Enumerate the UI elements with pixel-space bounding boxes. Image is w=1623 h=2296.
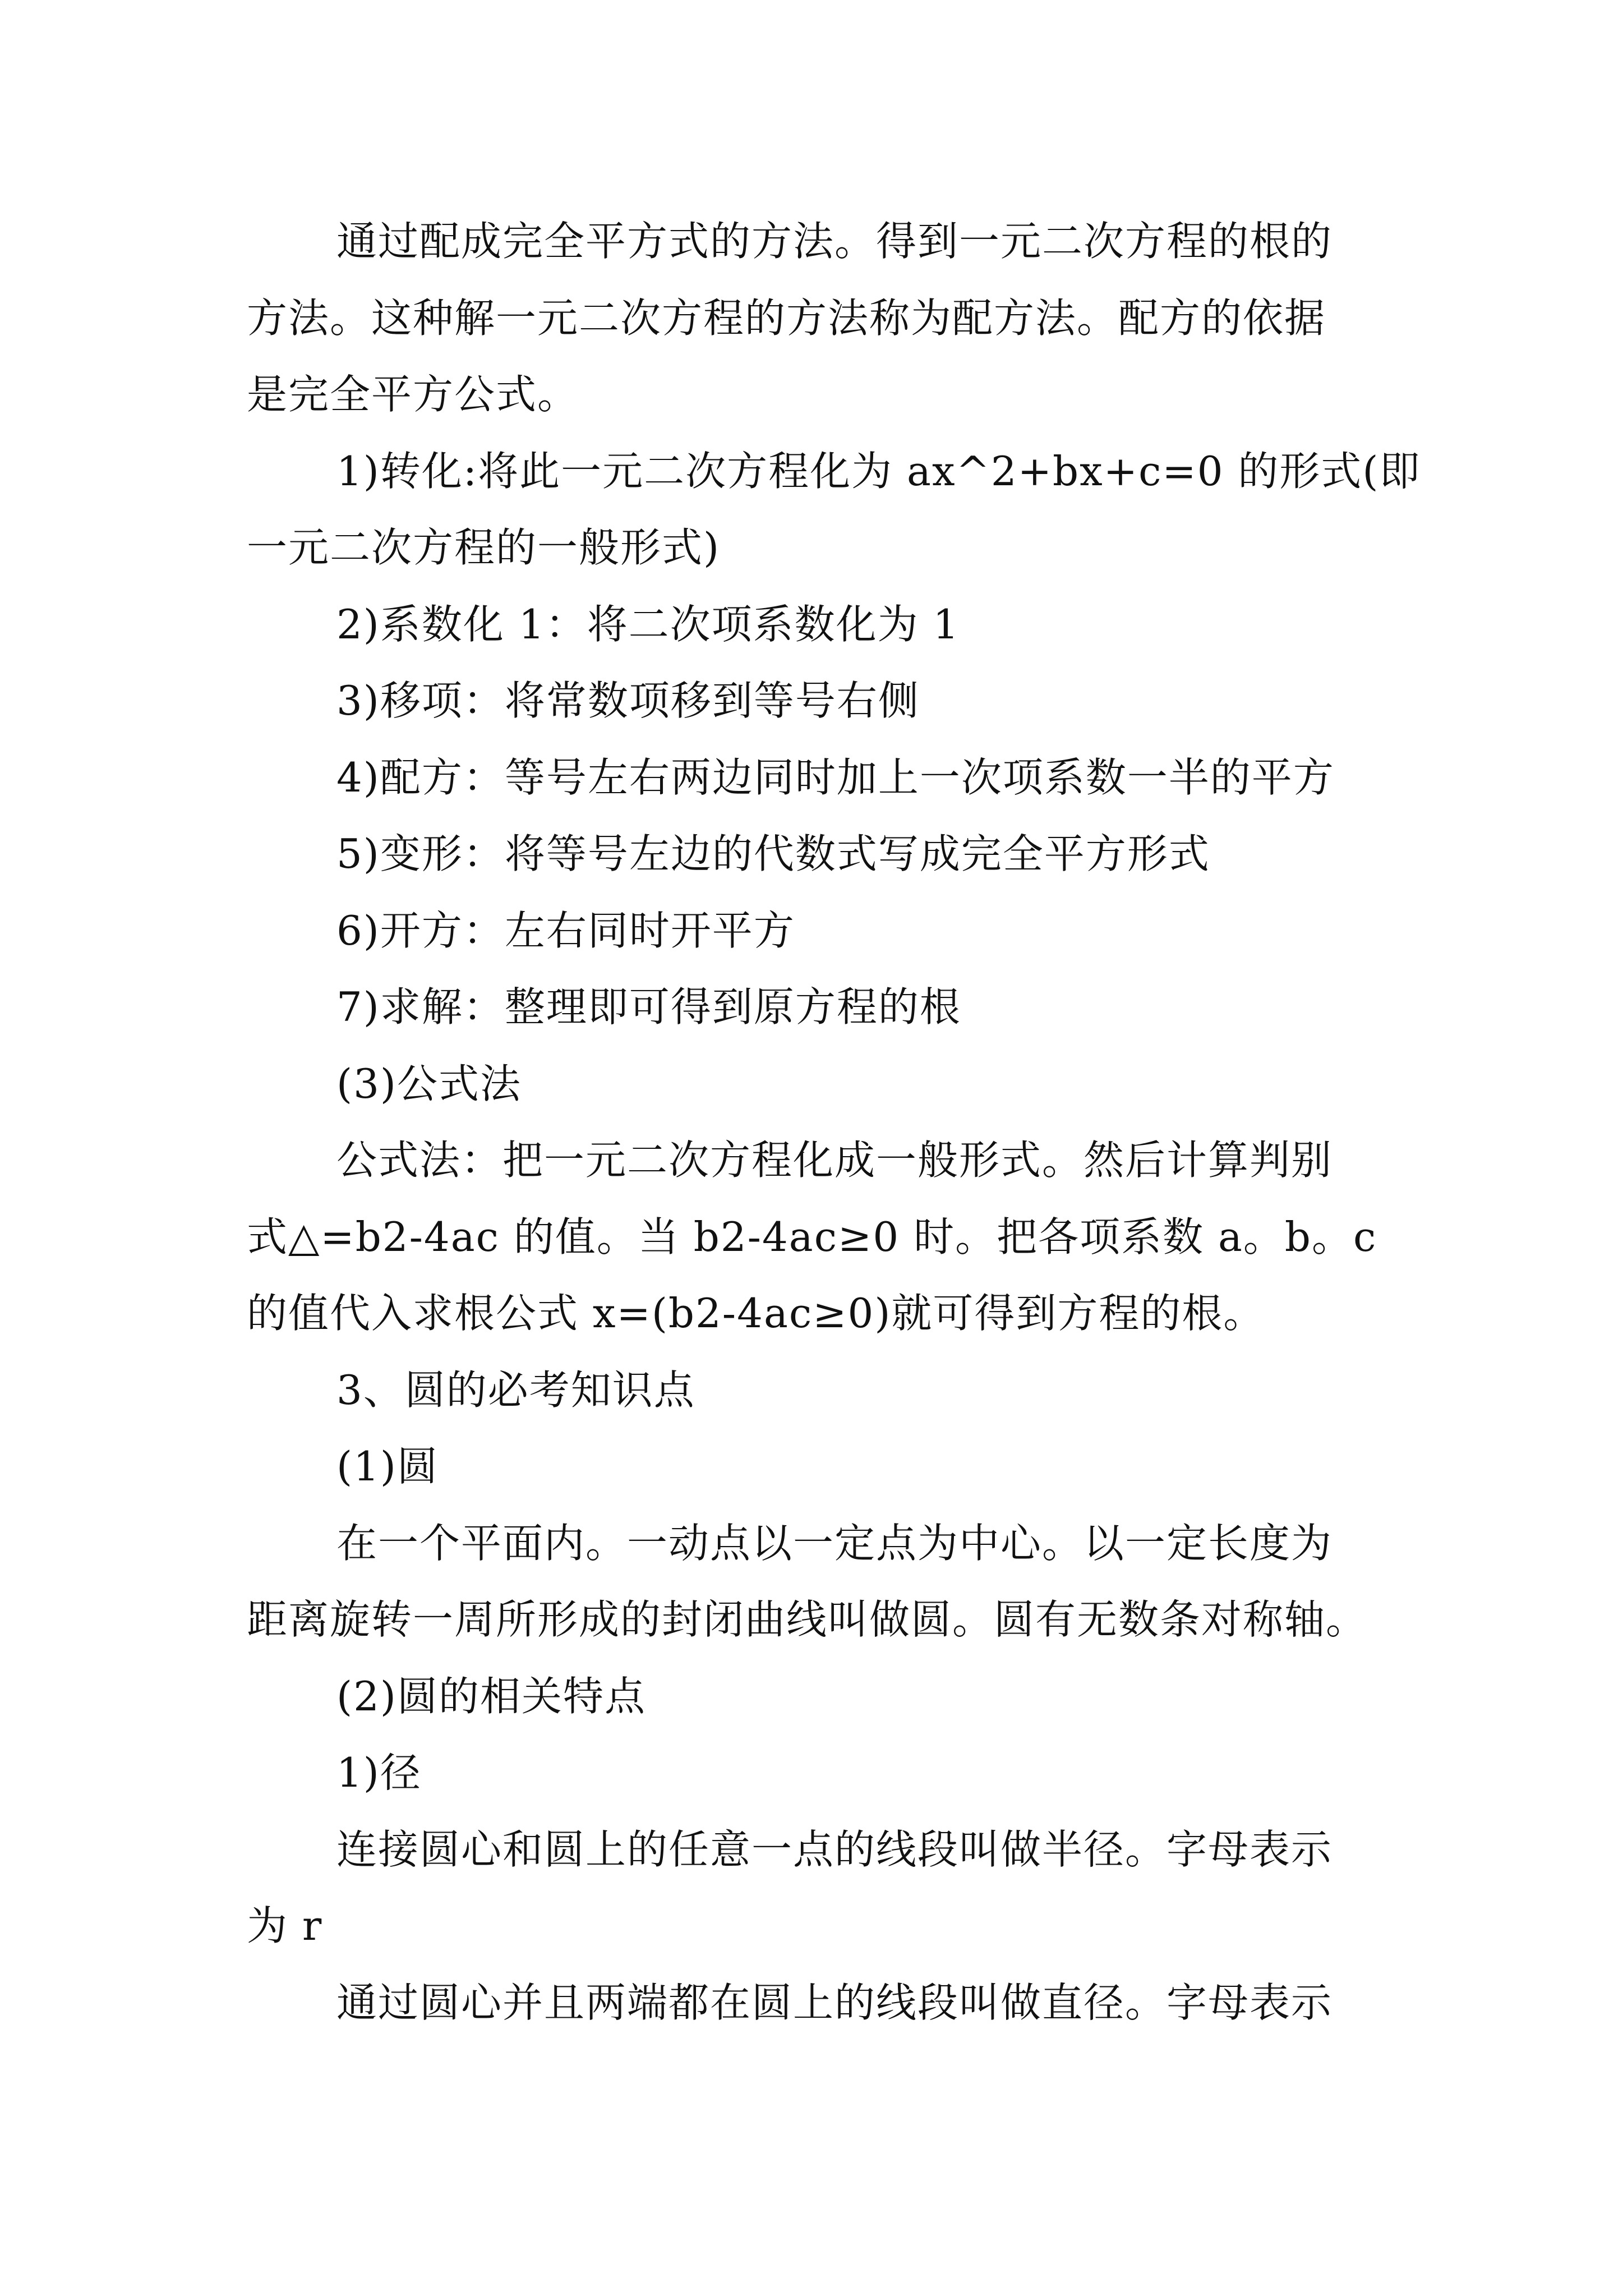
text-line: 3、圆的必考知识点 — [336, 1366, 695, 1414]
text-line: 为 r — [247, 1902, 323, 1949]
text-line: 7)求解：整理即可得到原方程的根 — [336, 983, 961, 1030]
text-line: 通过圆心并且两端都在圆上的线段叫做直径。字母表示 — [336, 1979, 1333, 2026]
text-line: 距离旋转一周所形成的封闭曲线叫做圆。圆有无数条对称轴。 — [247, 1596, 1368, 1643]
text-line: 的值代入求根公式 x=(b2-4ac≥0)就可得到方程的根。 — [247, 1290, 1265, 1337]
text-line: 4)配方：等号左右两边同时加上一次项系数一半的平方 — [336, 754, 1335, 801]
text-line: 通过配成完全平方式的方法。得到一元二次方程的根的 — [336, 218, 1333, 265]
text-line: (2)圆的相关特点 — [336, 1673, 646, 1720]
text-line: 式△=b2-4ac 的值。当 b2-4ac≥0 时。把各项系数 a。b。c — [247, 1213, 1377, 1260]
text-line: 一元二次方程的一般形式) — [247, 524, 721, 571]
text-line: (3)公式法 — [336, 1060, 522, 1107]
text-line: 5)变形：将等号左边的代数式写成完全平方形式 — [336, 830, 1210, 877]
text-line: 6)开方：左右同时开平方 — [336, 907, 795, 954]
text-line: 方法。这种解一元二次方程的方法称为配方法。配方的依据 — [247, 295, 1326, 342]
text-line: 是完全平方公式。 — [247, 371, 579, 418]
text-line: 连接圆心和圆上的任意一点的线段叫做半径。字母表示 — [336, 1826, 1333, 1873]
text-line: (1)圆 — [336, 1443, 439, 1490]
text-line: 1)径 — [336, 1749, 422, 1796]
text-line: 2)系数化 1：将二次项系数化为 1 — [336, 601, 960, 648]
text-line: 公式法：把一元二次方程化成一般形式。然后计算判别 — [336, 1137, 1333, 1184]
text-line: 1)转化:将此一元二次方程化为 ax^2+bx+c=0 的形式(即 — [336, 448, 1421, 495]
text-line: 在一个平面内。一动点以一定点为中心。以一定长度为 — [336, 1520, 1333, 1567]
text-line: 3)移项：将常数项移到等号右侧 — [336, 677, 920, 724]
